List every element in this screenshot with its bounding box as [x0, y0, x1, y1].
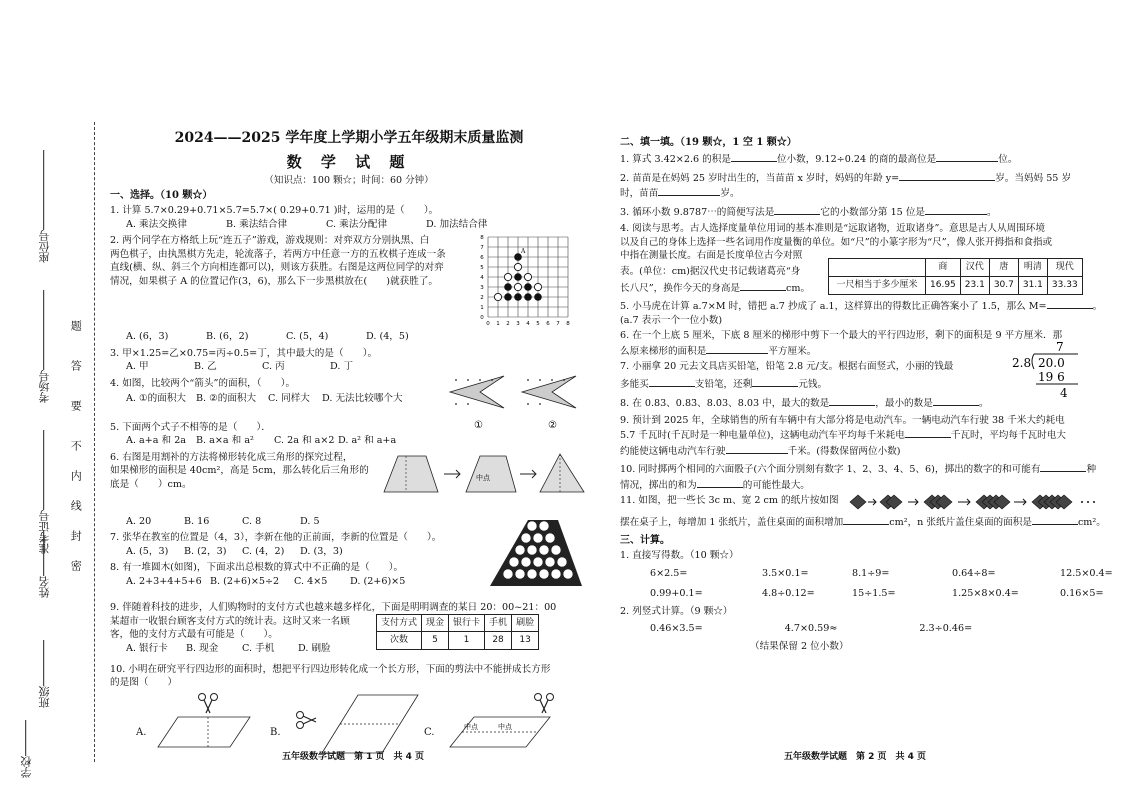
table-header: 刷脸: [512, 614, 539, 632]
exam-title: 2024——2025 学年度上学期小学五年级期末质量监测: [174, 130, 524, 146]
question-8: 8. 有一堆圆木(如图)，下面求出总根数的算式中不正确的是（ ）。: [110, 562, 404, 574]
question-text: 约能使这辆电动汽车行驶: [620, 445, 726, 457]
fill-question-11: 11. 如图，把一些长 3c m、宽 2 cm 的纸片按如图: [620, 495, 839, 506]
question-7-8-block: [110, 532, 588, 602]
question-text: cm。: [786, 283, 811, 294]
table-cell: 一尺相当于多少厘米: [829, 276, 926, 294]
parallelogram-c: [446, 691, 556, 753]
y-tick-label: 0: [480, 315, 484, 322]
fill-question-5-note: (a.7 表示一个一位小数): [620, 314, 723, 326]
answer-blank[interactable]: [899, 171, 995, 181]
fill-question-4-line: 中指在测量长度。右面是长度单位古今对照: [620, 250, 803, 261]
question-10-line: 10. 小明在研究平行四边形的面积时，想把平行四边形转化成一个长方形，下面的剪法中不能拼成长方形: [110, 663, 551, 675]
ticket-blank[interactable]: [44, 430, 45, 510]
name-field: [38, 530, 51, 598]
school-blank[interactable]: [26, 720, 27, 756]
black-stone: [534, 293, 542, 301]
question-2-line: 情况，如果棋子 A 的位置记作(3，6)，那么下一步黑棋放在( )就获胜了。: [110, 275, 439, 287]
calc-item[interactable]: 1.25×8×0.4=: [952, 588, 1019, 599]
answer-blank[interactable]: [658, 186, 720, 196]
answer-blank[interactable]: [1047, 299, 1093, 309]
black-stone: [514, 293, 522, 301]
calc-item[interactable]: 0.99+0.1=: [650, 588, 703, 599]
table-header: 银行卡: [449, 614, 485, 632]
fill-question-4-block: [620, 250, 1115, 296]
question-text: cm²。: [1077, 516, 1106, 528]
question-10-line: 的是图（ ）: [110, 677, 178, 689]
fill-question-4-line: 表。(单位：cm)据汉代史书记载诸葛亮“身: [620, 265, 801, 277]
class-field: [38, 640, 51, 708]
division-dividend: 20.0: [1038, 356, 1065, 370]
calc-item[interactable]: 3.5×0.1=: [762, 567, 809, 579]
question-10-figures: [110, 691, 588, 761]
exam-info: （知识点：100 颗☆；时间：60 分钟）: [264, 174, 434, 186]
question-text: ，最小的数是: [875, 398, 933, 409]
table-cell: 16.95: [926, 276, 961, 294]
calc-subheading: 1. 直接写得数。（10 颗☆）: [620, 550, 739, 561]
table-header: 手机: [485, 614, 512, 632]
question-text: 千瓦时，平均每千瓦时电大: [950, 430, 1066, 441]
question-text: 岁。当妈妈 55 岁: [995, 172, 1072, 184]
page-2-footer: 五年级数学试题 第 2 页 共 4 页: [784, 752, 927, 763]
vertical-calc-item[interactable]: 0.46×3.5=: [650, 623, 703, 634]
question-text: 。: [978, 398, 989, 409]
answer-blank[interactable]: [774, 205, 820, 215]
arrow-figures: [444, 370, 584, 432]
seal-char: 线: [69, 500, 83, 511]
section-calc-heading: 三、计算。: [620, 535, 670, 546]
table-header: 现代: [1047, 259, 1082, 277]
option[interactable]: A. 银行卡: [126, 642, 168, 654]
exam-subject: 数 学 试 题: [286, 152, 412, 171]
answer-blank[interactable]: [697, 478, 743, 488]
calc-item[interactable]: 12.5×0.4=: [1060, 567, 1113, 579]
page-1-footer: 五年级数学试题 第 1 页 共 4 页: [282, 752, 425, 763]
question-text: 支铅笔，还剩: [694, 378, 753, 390]
question-6-block: [110, 452, 588, 516]
division-remainder: 4: [1060, 386, 1068, 400]
answer-blank[interactable]: [649, 377, 695, 387]
question-5-options: [126, 435, 588, 447]
option[interactable]: D. 加法结合律: [426, 218, 488, 230]
question-1-options: [126, 219, 588, 231]
option[interactable]: D. (3，3): [300, 545, 343, 557]
answer-blank[interactable]: [740, 281, 786, 291]
trapezoid-cut-figure: [380, 448, 585, 498]
x-tick-label: 1: [496, 321, 500, 328]
section-fill-heading: 二、填一填。（19 颗☆，1 空 1 颗☆）: [620, 137, 797, 148]
ticket-label: 准考证号: [38, 510, 51, 554]
question-9-line: 客，他的支付方式最有可能是（ ）。: [110, 629, 278, 641]
option[interactable]: D. (2+6)×5: [350, 575, 406, 587]
arrow-shape-1: [450, 376, 504, 408]
question-text: 10. 同时掷两个相同的六面骰子(六个面分别刻有数字 1、2、3、4、5、6)，掷出的数字的和可能有: [620, 464, 1041, 475]
option[interactable]: A. 20: [126, 515, 152, 527]
option[interactable]: C. 2a 和 a×2: [274, 435, 335, 447]
seal-char: 要: [69, 400, 83, 411]
binding-strip: [0, 0, 100, 793]
option[interactable]: C. 丙: [262, 361, 285, 373]
page-1: [110, 130, 588, 761]
question-text: 8. 在 0.83、0.83̇、8.0̇3、8.03 中，最大的数是: [620, 398, 830, 409]
answer-blank[interactable]: [726, 444, 788, 454]
section-choice-heading: 一、选择。（10 颗☆）: [110, 190, 213, 202]
figure-1-label: ①: [474, 419, 483, 431]
x-tick-label: 6: [546, 321, 550, 328]
answer-blank[interactable]: [752, 377, 798, 387]
fill-question-10-cont: [620, 478, 1115, 492]
table-cell: 33.33: [1047, 276, 1082, 294]
table-header: [829, 259, 926, 277]
option[interactable]: A. (5，3): [126, 545, 169, 557]
white-stone: [524, 274, 531, 281]
midpoint-label: 中点: [498, 722, 512, 731]
question-text: 么原来梯形的面积是: [620, 345, 707, 357]
question-9-block: [110, 616, 588, 660]
question-6-line: 6. 右图是用割补的方法将梯形转化成三角形的探究过程，: [110, 451, 353, 463]
fill-question-5: [620, 299, 1115, 313]
question-2-line: 2. 两个同学在方格纸上玩“连五子”游戏，游戏规则：对弈双方分别执黑、白: [110, 235, 430, 247]
answer-blank[interactable]: [706, 344, 768, 354]
question-text: 位小数，9.12÷0.24 的商的最高位是: [776, 154, 937, 165]
x-tick-label: 3: [516, 321, 520, 328]
black-stone: [514, 273, 522, 281]
fill-question-10: [620, 462, 1115, 476]
division-product: 19 6: [1038, 370, 1065, 384]
seal-char: 内: [69, 470, 83, 481]
scissors-icon: [297, 711, 317, 728]
question-2-options: [126, 331, 588, 343]
mental-calc-grid: [650, 568, 1115, 600]
y-tick-label: 5: [480, 265, 484, 272]
answer-blank[interactable]: [936, 152, 998, 162]
question-8-options: [126, 576, 460, 588]
seal-char: 封: [69, 530, 83, 541]
exam-room-field: [38, 290, 51, 403]
question-6-line: 如果梯形的面积是 40cm²，高是 5cm，那么转化后三角形的: [110, 465, 369, 477]
question-text: 5.7 千瓦时(千瓦时是一种电量单位)，这辆电动汽车平均每千米耗电: [620, 430, 905, 441]
question-text: 情况，掷出的和为: [620, 479, 697, 491]
scissors-icon: [199, 693, 218, 713]
x-tick-label: 8: [566, 321, 570, 328]
question-text: 5. 小马虎在计算 a.7×M 时，错把 a.7 抄成了 a.1，这样算出的得数比正确答案小了 1.5，那么 M=: [620, 301, 1047, 312]
calc-item[interactable]: 15÷1.5=: [852, 588, 896, 599]
fill-question-1: [620, 152, 1115, 166]
option[interactable]: A.: [136, 726, 147, 738]
question-7-options: [126, 546, 460, 558]
length-unit-table: [828, 258, 1083, 295]
division-quotient: 7: [1056, 340, 1064, 354]
option[interactable]: A. ①的面积大: [126, 393, 187, 405]
name-blank[interactable]: [44, 530, 45, 576]
table-cell: 28: [485, 632, 512, 650]
option[interactable]: D. a² 和 a+a: [338, 435, 397, 447]
fill-question-7: 7. 小丽拿 20 元去文具店买铅笔，铅笔 2.8 元/支。根据右面竖式，小丽的钱最: [620, 361, 954, 372]
black-stone: [504, 283, 512, 291]
question-text: 摆在桌子上，每增加 1 张纸片，盖住桌面的面积增加: [620, 516, 844, 528]
option[interactable]: B. (2，3): [184, 545, 227, 557]
seat-blank[interactable]: [44, 150, 45, 230]
question-6-line: 底是（ ）cm。: [110, 478, 192, 490]
answer-blank[interactable]: [925, 205, 987, 215]
table-cell: 30.7: [989, 276, 1018, 294]
fill-question-9-cont: [620, 444, 1115, 458]
answer-blank[interactable]: [1032, 515, 1078, 525]
page-2: [620, 135, 1115, 652]
table-header: 商: [926, 259, 961, 277]
seat-label: 座位号: [38, 230, 51, 263]
white-stone: [514, 264, 521, 271]
question-2-line: 两色棋子，由执黑棋方先走，轮流落子，若两方中任意一方的五枚棋子连成一条: [110, 248, 446, 260]
option[interactable]: B. ②的面积大: [196, 393, 257, 405]
black-stone: [524, 293, 532, 301]
log-pile-figure: [488, 516, 584, 588]
table-header: 汉代: [960, 259, 989, 277]
calc-item[interactable]: 6×2.5=: [650, 567, 688, 579]
table-header: 现金: [422, 614, 449, 632]
question-2-line: 直线(横、纵、斜三个方向相连都可以)，则该方获胜。右图是这两位同学的对弈: [110, 262, 444, 274]
midpoint-label: 中点: [464, 722, 478, 731]
question-text: 千米。(得数保留两位小数): [787, 445, 901, 457]
option[interactable]: C. 4×5: [294, 575, 328, 587]
question-text: 时，苗苗: [620, 188, 659, 199]
y-tick-label: 3: [480, 285, 484, 292]
y-tick-label: 1: [480, 305, 484, 312]
question-text: 长八尺”，换作今天的身高是: [620, 283, 741, 294]
answer-blank[interactable]: [843, 515, 889, 525]
option[interactable]: A. 2+3+4+5+6: [126, 575, 202, 587]
calc-item[interactable]: 0.16×5=: [1060, 588, 1104, 599]
option[interactable]: B. 乘法结合律: [226, 218, 288, 230]
fill-question-11-cont: [620, 515, 1115, 529]
fill-question-3: [620, 205, 1115, 219]
option[interactable]: D. 丁: [330, 361, 354, 373]
question-text: 。: [987, 206, 997, 218]
calc-item[interactable]: 4.8÷0.12=: [762, 588, 815, 599]
white-stone: [494, 294, 501, 301]
fill-question-9-cont: [620, 428, 1115, 442]
question-text: 岁。: [720, 188, 740, 199]
table-cell: 次数: [377, 632, 422, 650]
fill-question-4-line: 以及自己的身体上选择一些名词用作度量衡的单位。如“尺”的小篆字形为“尺”，像人张开拇指和食指或: [620, 236, 1053, 248]
option[interactable]: A. 甲: [126, 361, 149, 373]
option[interactable]: B.: [270, 726, 281, 738]
fill-question-4-line: 4. 阅读与思考。古人选择度量单位用词的基本准则是“远取诸物，近取诸身”。意思是古人从周围环境: [620, 223, 1045, 234]
gomoku-grid-figure: [478, 231, 578, 331]
seal-char: 密: [69, 560, 83, 571]
y-tick-label: 8: [480, 235, 484, 242]
white-stone: [514, 284, 521, 291]
exam-room-label: 考场号: [38, 370, 51, 403]
long-division-figure: [1012, 339, 1082, 403]
school-field: [20, 720, 33, 778]
fill-question-2-cont: [620, 186, 1115, 200]
table-cell: 13: [512, 632, 539, 650]
option[interactable]: C. (4，2): [242, 545, 285, 557]
option[interactable]: B. 现金: [186, 642, 219, 654]
option[interactable]: B. (6，2): [206, 331, 249, 343]
white-stone: [534, 284, 541, 291]
question-4: 4. 如图，比较两个“箭头”的面积，（ ）。: [110, 377, 296, 389]
answer-blank[interactable]: [1040, 462, 1086, 472]
y-tick-label: 6: [480, 255, 484, 262]
seal-line: [94, 122, 96, 762]
y-tick-label: 2: [480, 295, 484, 302]
option[interactable]: A. 乘法交换律: [126, 218, 187, 230]
question-7: 7. 张华在教室的位置是（4，3），李新在他的正前面，李新的位置是（ ）。: [110, 532, 442, 544]
question-9-line: 9. 伴随着科技的进步，人们购物时的支付方式也越来越多样化，下面是明明调查的某日 20：00~21：00: [110, 602, 557, 614]
question-text: 元钱。: [798, 378, 828, 390]
option[interactable]: B. a×a 和 a²: [196, 435, 254, 447]
class-blank[interactable]: [44, 640, 45, 686]
calc-item[interactable]: 8.1÷9=: [852, 567, 890, 579]
option[interactable]: C. 手机: [242, 642, 275, 654]
option[interactable]: C. 同样大: [268, 393, 310, 405]
option[interactable]: C. 8: [242, 515, 262, 527]
option[interactable]: C.: [424, 726, 435, 738]
y-tick-label: 4: [480, 275, 484, 282]
seal-char: 不: [69, 440, 83, 451]
payment-table: [376, 614, 539, 651]
table-header: 明清: [1018, 259, 1047, 277]
table-cell: 1: [449, 632, 485, 650]
name-label: 姓名: [38, 576, 51, 598]
midpoint-label: 中点: [476, 473, 490, 482]
question-text: 种: [1086, 464, 1097, 475]
table-header: 支付方式: [377, 614, 422, 632]
question-text: 。: [1092, 301, 1103, 312]
fill-question-9: 9. 预计到 2025 年，全球销售的所有车辆中有大部分将是电动汽车。一辆电动汽车行驶 38 千米大约耗电: [620, 414, 1065, 426]
vertical-calc-item[interactable]: 4.7×0.59≈: [784, 623, 838, 634]
paper-strips-figure: [846, 493, 1106, 511]
answer-blank[interactable]: [731, 152, 777, 162]
school-label: 学校: [20, 756, 33, 778]
vertical-calc-subheading: 2. 列竖式计算。（9 颗☆）: [620, 605, 733, 617]
scissors-icon: [535, 693, 554, 713]
white-stone: [504, 274, 511, 281]
fill-question-2: [620, 171, 1115, 185]
answer-blank[interactable]: [905, 428, 951, 438]
question-text: 3. 循环小数 9.8787⋯的简便写法是: [620, 206, 775, 218]
table-cell: 31.1: [1018, 276, 1047, 294]
question-text: cm²，n 张纸片盖住桌面的面积是: [889, 516, 1032, 528]
answer-blank[interactable]: [933, 396, 979, 406]
calc-item[interactable]: 0.64÷8=: [952, 567, 996, 579]
question-text: 平方厘米。: [768, 345, 817, 357]
arrow-shape-2: [522, 376, 576, 408]
option[interactable]: C. 乘法分配律: [326, 218, 388, 230]
black-stone: [524, 283, 532, 291]
option[interactable]: D. 5: [300, 515, 320, 527]
question-text: 位。: [998, 154, 1018, 165]
fill-question-11-block: [620, 495, 1115, 531]
x-tick-label: 4: [526, 321, 530, 328]
seat-field: [38, 150, 51, 263]
x-tick-label: 2: [506, 321, 510, 328]
question-text: 它的小数部分第 15 位是: [820, 206, 926, 218]
parallelogram-a: [154, 691, 254, 753]
option[interactable]: C. (5，4): [286, 331, 329, 343]
table-header: 唐: [989, 259, 1018, 277]
point-a-label: A: [521, 248, 526, 256]
option[interactable]: D. 无法比较哪个大: [322, 393, 403, 405]
option[interactable]: B. 乙: [194, 361, 217, 373]
answer-blank[interactable]: [829, 396, 875, 406]
option[interactable]: D. 刷脸: [298, 642, 331, 654]
class-label: 班级: [38, 686, 51, 708]
question-text: 1. 算式 3.42×2.6 的积是: [620, 154, 731, 165]
x-tick-label: 7: [556, 321, 560, 328]
parallelogram-b: [288, 691, 428, 757]
question-5: 5. 下面两个式子不相等的是（ ）．: [110, 421, 271, 433]
black-stone: [504, 293, 512, 301]
question-1: 1. 计算 5.7×0.29+0.71×5.7=5.7×( 0.29+0.71 )时，运用的是（ ）。: [110, 205, 439, 217]
question-9-line: 某超市一收银台顾客支付方式的统计表。这时又来一名顾: [110, 615, 350, 627]
exam-room-blank[interactable]: [44, 290, 45, 370]
table-cell: 5: [422, 632, 449, 650]
fill-question-6: 6. 在一个上底 5 厘米，下底 8 厘米的梯形中剪下一个最大的平行四边形，剩下的面积是 9 平方厘米．那: [620, 330, 1063, 341]
option[interactable]: B. 16: [184, 515, 210, 527]
option[interactable]: A. a+a 和 2a: [126, 435, 187, 447]
seal-char: 答: [69, 360, 83, 371]
question-text: 的可能性最大。: [742, 479, 810, 491]
option[interactable]: A. (6，3): [126, 331, 169, 343]
question-text: 多能买: [620, 378, 649, 390]
vertical-calc-item[interactable]: 2.3÷0.46=: [919, 623, 973, 634]
division-divisor: 2.8: [1012, 356, 1032, 370]
vertical-calc-row: [650, 623, 1115, 635]
x-tick-label: 5: [536, 321, 540, 328]
question-2-block: [110, 235, 588, 331]
option[interactable]: B. (2+6)×5÷2: [210, 575, 280, 587]
question-text: 2. 苗苗是在妈妈 25 岁时出生的，当苗苗 x 岁时，妈妈的年龄 y=: [620, 172, 900, 184]
x-tick-label: 0: [486, 321, 490, 328]
figure-2-label: ②: [548, 419, 557, 431]
option[interactable]: D. (4，5): [366, 331, 409, 343]
y-tick-label: 7: [480, 245, 484, 252]
seal-char: 题: [69, 320, 83, 331]
question-3: 3. 甲×1.25=乙×0.75=丙÷0.5=丁，其中最大的是（ ）。: [110, 347, 378, 359]
table-cell: 23.1: [960, 276, 989, 294]
vertical-calc-note: （结果保留 2 位小数）: [750, 640, 849, 652]
